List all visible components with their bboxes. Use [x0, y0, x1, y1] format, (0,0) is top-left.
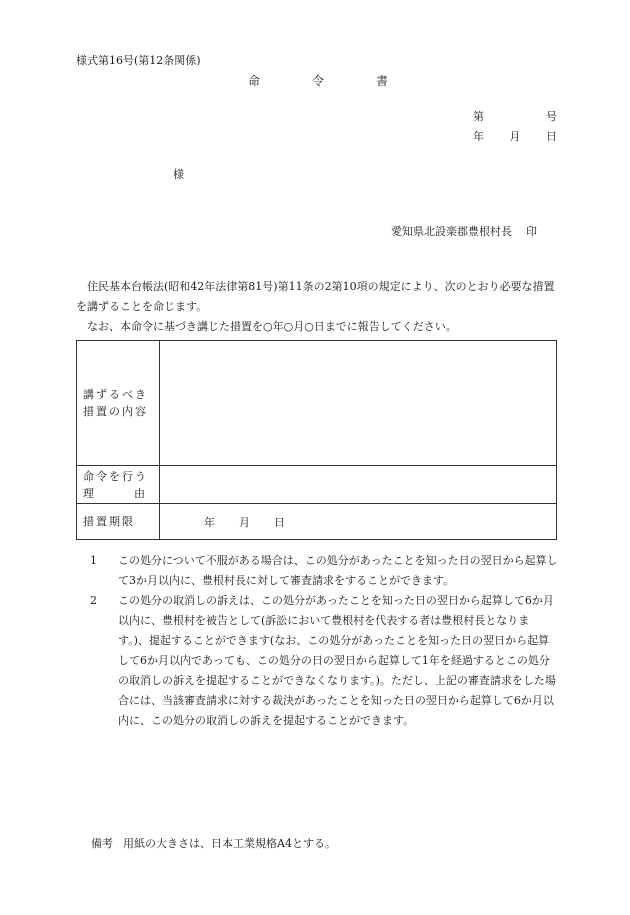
- date-day: 日: [546, 130, 557, 143]
- reason-label-line-1: 命令を行う: [83, 469, 148, 483]
- number-suffix: 号: [546, 110, 557, 123]
- remark-label: 備考: [91, 837, 113, 850]
- note-item: [76, 551, 558, 591]
- issuer: [391, 223, 537, 239]
- order-paragraph-1: 住民基本台帳法(昭和42年法律第81号)第11条の2第10項の規定により、次のとおり必要な措置を講ずることを命じます。: [76, 280, 555, 313]
- document-number-line: [473, 108, 557, 124]
- note-text: この処分について不服がある場合は、この処分があったことを知った日の翌日から起算して3か月以内に、豊根村長に対して審査請求をすることができます。: [118, 554, 558, 587]
- note-number: 2: [90, 594, 97, 607]
- table-row-reason: [77, 466, 557, 504]
- deadline-date: [160, 514, 556, 530]
- addressee-suffix: 様: [173, 168, 184, 181]
- measures-table: [76, 340, 557, 540]
- measures-label-line-1: 講ずるべき: [83, 388, 148, 401]
- deadline-label: [77, 504, 160, 540]
- note-text: この処分の取消しの訴えは、この処分があったことを知った日の翌日から起算して6か月以内に、豊根村を被告として(訴訟において豊根村を代表する者は豊根村長となります。)、提起することができます(なお、この処分があったことを知った日の翌日から起算して6か月以内であっても、この処分の日の翌日から起算して1年を経過するとこの処分の取消しの訴えを提起することができなくなります。)。ただし、上記の審査請求をした場合には、当該審査請求に対する裁決があったことを知った日の翌日から起算して6か月以内に、この処分の取消しの訴えを提起することができます。: [118, 594, 556, 727]
- measures-label: [77, 341, 160, 466]
- date-year: 年: [473, 130, 484, 143]
- title-char-3: 書: [375, 74, 388, 88]
- order-body: [76, 277, 558, 337]
- issuer-seal: 印: [526, 225, 537, 238]
- reason-label: [77, 466, 160, 504]
- issue-date-line: [473, 128, 557, 144]
- issuer-name: 愛知県北設楽郡豊根村長: [391, 225, 512, 238]
- date-month: 月: [509, 130, 521, 143]
- deadline-year: 年: [204, 515, 215, 529]
- measures-label-line-2: 措置の内容: [83, 405, 148, 418]
- document-title: [248, 72, 388, 89]
- remark-text: 用紙の大きさは、日本工業規格A4とする。: [123, 837, 336, 850]
- reason-label-char-2: 由: [134, 486, 147, 500]
- deadline-day: 日: [274, 515, 285, 529]
- reason-label-line-2: [83, 485, 147, 502]
- deadline-month: 月: [239, 515, 250, 529]
- remark: [91, 835, 336, 851]
- title-char-2: 令: [311, 74, 324, 88]
- order-paragraph-2: なお、本命令に基づき講じた措置を○年○月○日までに報告してください。: [87, 320, 457, 333]
- note-item: [76, 591, 558, 731]
- appeal-notes: [76, 551, 558, 731]
- reason-label-char-1: 理: [83, 486, 96, 500]
- measures-value-cell: [160, 341, 557, 466]
- reason-value-cell: [160, 466, 557, 504]
- table-row-deadline: [77, 504, 557, 540]
- table-row-measures: [77, 341, 557, 466]
- deadline-value-cell: [160, 504, 557, 540]
- note-number: 1: [90, 554, 97, 567]
- number-prefix: 第: [473, 110, 484, 123]
- form-number: 様式第16号(第12条関係): [76, 54, 201, 67]
- title-char-1: 命: [248, 74, 261, 88]
- deadline-label-text: 措置期限: [83, 515, 135, 528]
